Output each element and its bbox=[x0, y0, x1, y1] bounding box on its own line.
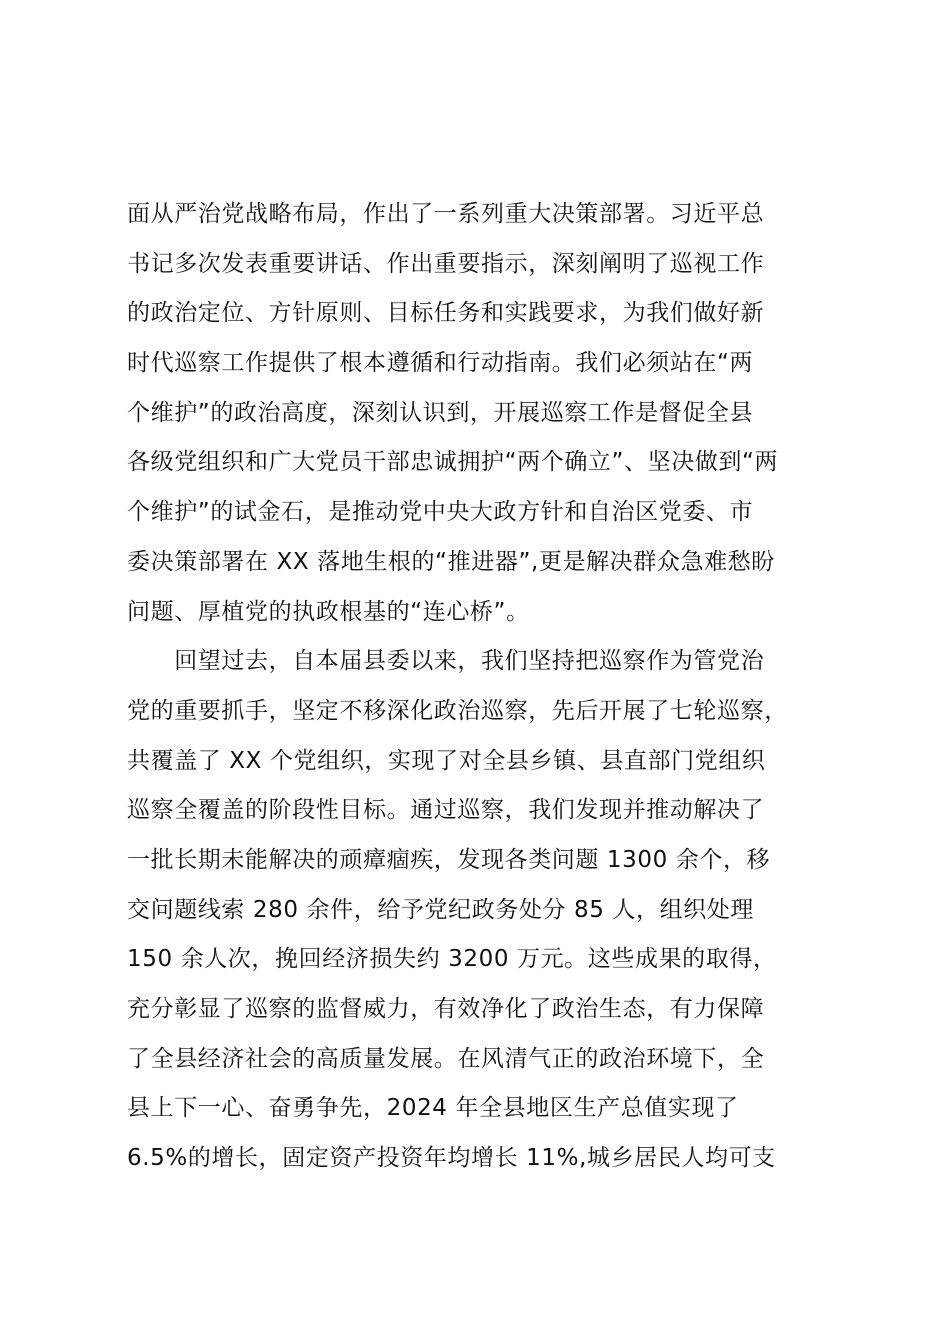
text-line: 150 余人次，挽回经济损失约 3200 万元。这些成果的取得， bbox=[127, 946, 777, 973]
text-line: 县上下一心、奋勇争先，2024 年全县地区生产总值实现了 bbox=[127, 1095, 739, 1122]
text-line: 党的重要抓手，坚定不移深化政治巡察，先后开展了七轮巡察， bbox=[127, 697, 788, 724]
text-line: 个维护”的试金石，是推动党中央大政方针和自治区党委、市 bbox=[127, 499, 754, 526]
text-line: 交问题线索 280 余件，给予党纪政务处分 85 人，组织处理 bbox=[127, 896, 755, 923]
text-line: 充分彰显了巡察的监督威力，有效净化了政治生态，有力保障 bbox=[127, 996, 765, 1022]
text-line: 一批长期未能解决的顽瘴痼疾，发现各类问题 1300 余个，移 bbox=[127, 846, 771, 873]
text-line: 了全县经济社会的高质量发展。在风清气正的政治环境下，全 bbox=[127, 1045, 765, 1072]
text-line: 回望过去，自本届县委以来，我们坚持把巡察作为管党治 bbox=[127, 648, 765, 675]
body-text bbox=[127, 190, 827, 1184]
text-line: 巡察全覆盖的阶段性目标。通过巡察，我们发现并推动解决了 bbox=[127, 797, 765, 824]
text-line: 时代巡察工作提供了根本遵循和行动指南。我们必须站在“两 bbox=[127, 350, 754, 377]
text-line: 6.5%的增长，固定资产投资年均增长 11%,城乡居民人均可支 bbox=[127, 1145, 776, 1172]
text-line: 各级党组织和广大党员干部忠诚拥护“两个确立”、坚决做到“两 bbox=[127, 449, 779, 476]
text-line: 的政治定位、方针原则、目标任务和实践要求，为我们做好新 bbox=[127, 300, 765, 327]
text-line: 个维护”的政治高度，深刻认识到，开展巡察工作是督促全县 bbox=[127, 399, 754, 426]
text-line: 共覆盖了 XX 个党组织，实现了对全县乡镇、县直部门党组织 bbox=[127, 747, 766, 774]
text-line: 面从严治党战略布局，作出了一系列重大决策部署。习近平总 bbox=[127, 201, 765, 227]
text-line: 委决策部署在 XX 落地生根的“推进器”,更是解决群众急难愁盼 bbox=[127, 548, 775, 575]
text-line: 问题、厚植党的执政根基的“连心桥”。 bbox=[127, 598, 530, 625]
text-line: 书记多次发表重要讲话、作出重要指示，深刻阐明了巡视工作 bbox=[127, 250, 765, 277]
